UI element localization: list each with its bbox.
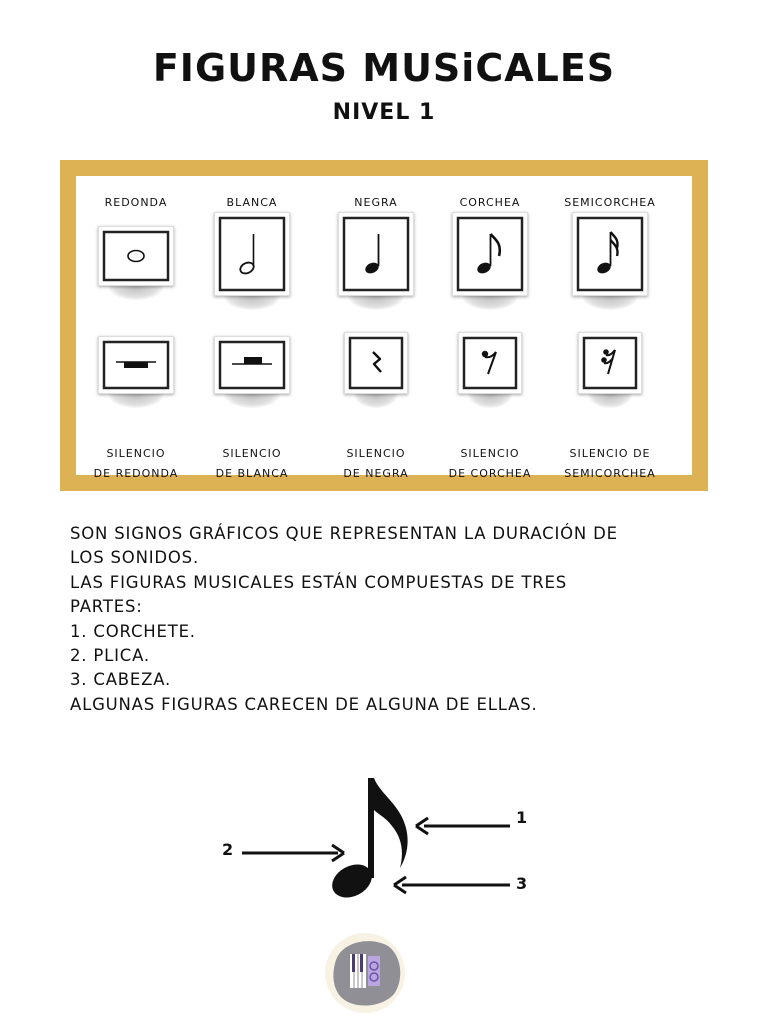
figure-column-negra [318,176,434,480]
figure-column-semicorchea [552,176,668,480]
text-line: 1. CORCHETE. [70,621,196,641]
description-text [70,522,710,717]
figure-name: NEGRA [354,196,398,209]
eighth-rest-icon [458,332,522,394]
figure-column-redonda [78,176,194,480]
level-subtitle: NIVEL 1 [332,100,436,125]
sixteenth-note-icon [572,212,648,296]
text-line: 2. PLICA. [70,646,150,666]
label-3: 3 [516,874,528,893]
eighth-note-icon [210,768,550,908]
figure-name: CORCHEA [459,196,521,209]
sixteenth-note-card [572,212,648,296]
text-line: LAS FIGURAS MUSICALES ESTÁN COMPUESTAS DE TRES [70,572,568,592]
half-rest-card [214,336,290,394]
text-line: 3. CABEZA. [70,670,172,690]
half-note-icon [214,212,290,296]
rest-label: SILENCIO DE SEMICORCHEA [564,447,656,480]
label-1: 1 [516,808,528,827]
rest-label: SILENCIO DE REDONDA [93,447,179,480]
quarter-note-icon [338,212,414,296]
brand-logo [322,930,408,1020]
quarter-note-card [338,212,414,296]
figure-column-corchea [432,176,548,480]
figure-name: SEMICORCHEA [564,196,656,209]
page-title: FIGURAS MUSiCALES [152,46,616,90]
whole-rest-card [98,336,174,394]
quarter-rest-card [344,332,408,394]
half-rest-icon [214,336,290,394]
text-line: SON SIGNOS GRÁFICOS QUE REPRESENTAN LA DURACIÓN DE [70,524,618,543]
whole-note-card [98,226,174,286]
whole-rest-icon [98,336,174,394]
figure-column-blanca [194,176,310,480]
text-line: LOS SONIDOS. [70,548,199,568]
half-note-card [214,212,290,296]
quarter-rest-icon [344,332,408,394]
label-2: 2 [222,840,234,859]
text-line: ALGUNAS FIGURAS CARECEN DE ALGUNA DE ELLAS. [70,694,538,714]
note-parts-diagram [210,768,550,912]
rest-label: SILENCIO DE CORCHEA [448,447,532,480]
rest-label: SILENCIO DE BLANCA [215,447,289,480]
figure-name: BLANCA [226,196,278,209]
figures-chart-frame [60,160,708,491]
figures-chart [76,176,692,480]
eighth-rest-card [458,332,522,394]
whole-note-icon [98,226,174,286]
rest-label: SILENCIO DE NEGRA [343,447,409,480]
sixteenth-rest-icon [578,332,642,394]
eighth-note-card [452,212,528,296]
figure-name: REDONDA [104,196,168,209]
piano-logo-icon [322,930,408,1016]
eighth-note-icon [452,212,528,296]
sixteenth-rest-card [578,332,642,394]
text-line: PARTES: [70,597,143,617]
